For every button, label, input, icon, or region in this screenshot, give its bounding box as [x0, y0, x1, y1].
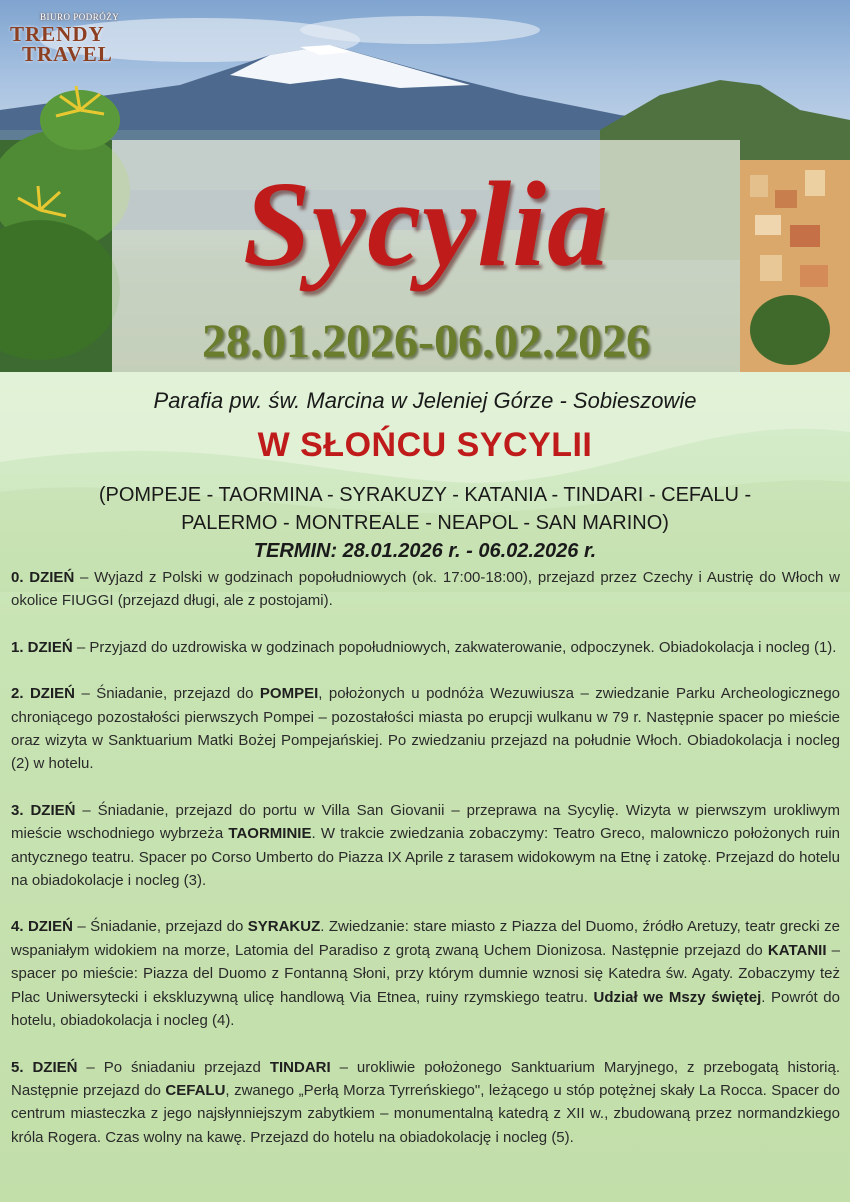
itinerary — [11, 566, 840, 1172]
day-text: , zwanego „Perłą Morza Tyrreńskiego", leżącego u stóp potężnej skały La Rocca. Spacer do centrum miasteczka z jego najsłynniejszym zabytkiem – monumentalną katedrą z XII w., zbudowaną przez normandzkiego króla Rogera. Czas wolny na kawę. Przejazd do hotelu na obiadokolację i nocleg (5). — [11, 1081, 840, 1146]
day-text: – Wyjazd z Polski w godzinach popołudniowych (ok. 17:00-18:00), przejazd przez Czechy i Austrię do Włoch w okolice FIUGGI (przejazd długi, ale z postojami). — [11, 569, 840, 610]
day-label: 3. DZIEŃ — [11, 801, 76, 819]
hero-banner — [0, 0, 850, 372]
hero-title: Sycylia — [242, 157, 610, 292]
itinerary-day-2 — [11, 682, 840, 776]
day-text: – Śniadanie, przejazd do — [74, 685, 260, 703]
day-text: – Po śniadaniu przejazd — [77, 1058, 270, 1076]
itinerary-day-4 — [11, 915, 840, 1032]
day-highlight: CEFALU — [165, 1081, 226, 1099]
itinerary-day-1 — [11, 636, 840, 659]
itinerary-day-3 — [11, 799, 840, 893]
itinerary-day-5 — [11, 1056, 840, 1150]
route-line-1: (POMPEJE - TAORMINA - SYRAKUZY - KATANIA - TINDARI - CEFALU - — [98, 484, 752, 506]
day-text: – Śniadanie, przejazd do — [72, 918, 248, 936]
day-label: 5. DZIEŃ — [11, 1058, 78, 1076]
day-highlight: Udział we Mszy świętej — [593, 988, 762, 1006]
day-highlight: TINDARI — [269, 1058, 331, 1076]
day-text: . W trakcie zwiedzania zobaczymy: Teatro Greco, malowniczo położonych ruin antycznego teatru. Spacer po Corso Umberto do Piazza IX Aprile z tarasem widokowym na Etnę i zatokę. Przejazd do hotelu na obiadokolacje i nocleg (3). — [11, 825, 840, 890]
day-text: . Powrót do hotelu, obiadokolacja i nocleg (4). — [11, 988, 840, 1030]
trip-headline: W SŁOŃCU SYCYLII — [257, 426, 593, 464]
logo-caption: BIURO PODRÓŻY — [40, 12, 120, 22]
logo-word-travel: TRAVEL — [22, 42, 113, 66]
day-text: – Przyjazd do uzdrowiska w godzinach popołudniowych, zakwaterowanie, odpoczynek. Obiadokolacja i nocleg (1). — [72, 638, 837, 656]
day-highlight: POMPEI — [259, 685, 319, 703]
itinerary-day-0 — [11, 566, 840, 613]
day-highlight: SYRAKUZ — [247, 918, 321, 936]
day-label: 0. DZIEŃ — [11, 569, 75, 586]
day-label: 4. DZIEŃ — [11, 918, 73, 936]
day-label: 2. DZIEŃ — [11, 685, 75, 703]
trip-term: TERMIN: 28.01.2026 r. - 06.02.2026 r. — [253, 540, 597, 562]
day-highlight: TAORMINIE — [228, 825, 312, 843]
day-highlight: KATANII — [767, 941, 827, 959]
parish-name: Parafia pw. św. Marcina w Jeleniej Górze - Sobieszowie — [153, 388, 697, 413]
day-label: 1. DZIEŃ — [11, 638, 73, 656]
day-text: – Śniadanie, przejazd do portu w Villa San Giovanii – przeprawa na Sycylię. Wizyta w pierwszym urokliwym mieście wschodniego wybrzeża — [11, 801, 840, 843]
trendy-travel-logo — [10, 12, 130, 72]
day-text: , położonych u podnóża Wezuwiusza – zwiedzanie Parku Archeologicznego chroniącego pozostałości pierwszych Pompei – pozostałości miasta po erupcji wulkanu w 79 r. Następnie spacer po mieście oraz wizyta w Sanktuarium Matki Bożej Pompejańskiej. Po zwiedzaniu przejazd na południe Włoch. Obiadokolacja i nocleg (2) w hotelu. — [11, 685, 841, 773]
day-text: – spacer po mieście: Piazza del Duomo z Fontanną Słoni, przy którym dumnie wznosi się Katedra św. Agaty. Zobaczymy też Plac Uniwersytecki i ekskluzywną ulicę handlową Via Etnea, ruiny rzymskiego teatru. — [11, 941, 840, 1006]
day-text: . Zwiedzanie: stare miasto z Piazza del Duomo, źródło Aretuzy, teatr grecki ze wspaniałym widokiem na morze, Latomia del Paradiso z grotą zwaną Uchem Dionizosa. Następnie przejazd do — [11, 918, 841, 959]
hero-dates: 28.01.2026-06.02.2026 — [202, 315, 650, 368]
day-text: – urokliwie położonego Sanktuarium Maryjnego, z przebogatą historią. Następnie przejazd do — [11, 1058, 840, 1099]
route-line-2: PALERMO - MONTREALE - NEAPOL - SAN MARINO) — [181, 512, 669, 534]
route-list — [0, 481, 850, 537]
logo-word-trendy: TRENDY — [10, 22, 105, 46]
